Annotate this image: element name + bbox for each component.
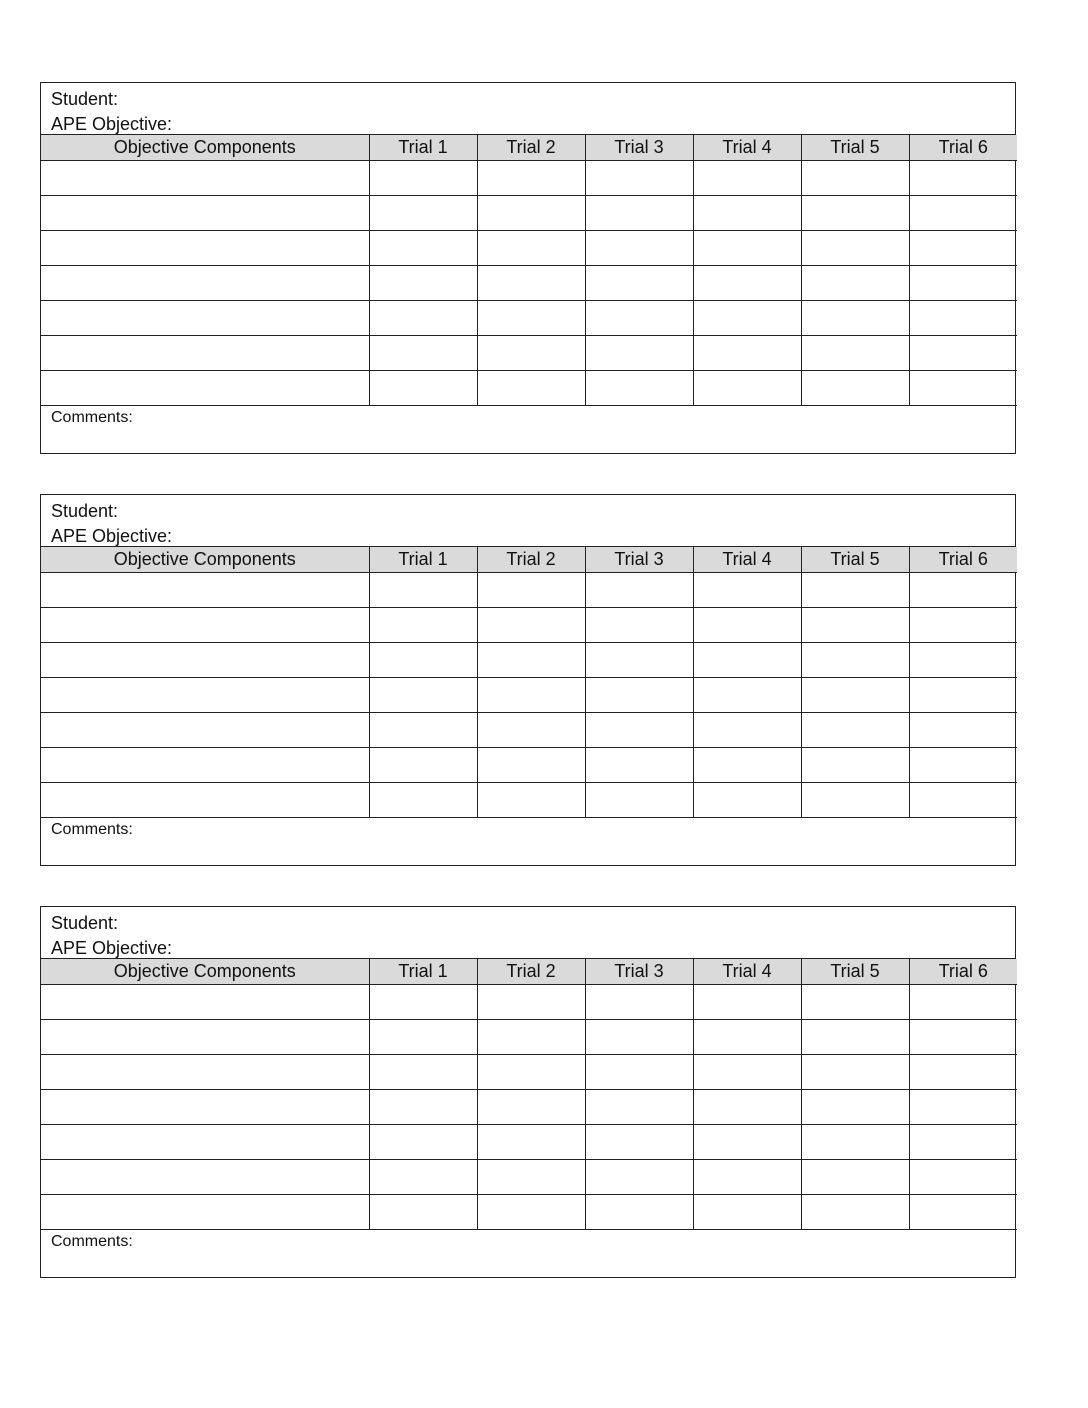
objective-component-cell[interactable]: [41, 266, 369, 301]
student-info-section: [41, 907, 1015, 959]
trial-5-cell[interactable]: [801, 1090, 909, 1125]
trial-2-cell[interactable]: [477, 371, 585, 406]
trial-1-cell[interactable]: [369, 713, 477, 748]
objective-component-cell[interactable]: [41, 748, 369, 783]
trial-5-cell[interactable]: [801, 573, 909, 608]
table-row: [41, 231, 1017, 266]
trial-3-cell[interactable]: [585, 231, 693, 266]
trial-3-cell[interactable]: [585, 608, 693, 643]
trial-3-cell[interactable]: [585, 748, 693, 783]
trial-4-cell[interactable]: [693, 985, 801, 1020]
trial-6-cell[interactable]: [909, 678, 1017, 713]
objective-component-cell[interactable]: [41, 783, 369, 818]
table-row: [41, 643, 1017, 678]
column-header-trial-2: Trial 2: [477, 547, 585, 573]
objective-component-cell[interactable]: [41, 196, 369, 231]
trial-4-cell[interactable]: [693, 1090, 801, 1125]
trial-1-cell[interactable]: [369, 783, 477, 818]
trial-1-cell[interactable]: [369, 1125, 477, 1160]
comments-section[interactable]: [41, 406, 1015, 453]
trial-6-cell[interactable]: [909, 1055, 1017, 1090]
objective-component-cell[interactable]: [41, 336, 369, 371]
trial-2-cell[interactable]: [477, 161, 585, 196]
objective-component-cell[interactable]: [41, 231, 369, 266]
trial-1-cell[interactable]: [369, 608, 477, 643]
trial-6-cell[interactable]: [909, 231, 1017, 266]
trial-4-cell[interactable]: [693, 161, 801, 196]
trial-2-cell[interactable]: [477, 1055, 585, 1090]
trial-5-cell[interactable]: [801, 266, 909, 301]
trial-5-cell[interactable]: [801, 678, 909, 713]
table-header-row: [41, 959, 1017, 985]
objective-component-cell[interactable]: [41, 713, 369, 748]
column-header-trial-4: Trial 4: [693, 547, 801, 573]
trial-4-cell[interactable]: [693, 1160, 801, 1195]
trial-4-cell[interactable]: [693, 608, 801, 643]
trial-6-cell[interactable]: [909, 573, 1017, 608]
trial-4-cell[interactable]: [693, 678, 801, 713]
trial-2-cell[interactable]: [477, 1020, 585, 1055]
trial-6-cell[interactable]: [909, 161, 1017, 196]
trial-3-cell[interactable]: [585, 985, 693, 1020]
table-row: [41, 573, 1017, 608]
table-header-row: [41, 135, 1017, 161]
objective-component-cell[interactable]: [41, 1055, 369, 1090]
trial-2-cell[interactable]: [477, 783, 585, 818]
column-header-trial-2: Trial 2: [477, 959, 585, 985]
trial-2-cell[interactable]: [477, 336, 585, 371]
trial-6-cell[interactable]: [909, 713, 1017, 748]
trial-3-cell[interactable]: [585, 266, 693, 301]
column-header-trial-5: Trial 5: [801, 135, 909, 161]
trial-3-cell[interactable]: [585, 196, 693, 231]
trial-2-cell[interactable]: [477, 1090, 585, 1125]
column-header-trial-3: Trial 3: [585, 135, 693, 161]
trial-4-cell[interactable]: [693, 371, 801, 406]
student-label[interactable]: Student:: [51, 913, 119, 933]
trial-6-cell[interactable]: [909, 1020, 1017, 1055]
trial-3-cell[interactable]: [585, 1055, 693, 1090]
trial-5-cell[interactable]: [801, 985, 909, 1020]
table-row: [41, 1160, 1017, 1195]
trial-2-cell[interactable]: [477, 985, 585, 1020]
table-row: [41, 266, 1017, 301]
data-sheet-3: [40, 906, 1016, 1278]
trial-5-cell[interactable]: [801, 748, 909, 783]
column-header-trial-5: Trial 5: [801, 959, 909, 985]
trial-5-cell[interactable]: [801, 231, 909, 266]
trial-3-cell[interactable]: [585, 678, 693, 713]
trial-2-cell[interactable]: [477, 301, 585, 336]
table-body: [41, 573, 1017, 818]
table-row: [41, 608, 1017, 643]
table-row: [41, 371, 1017, 406]
trial-6-cell[interactable]: [909, 196, 1017, 231]
trial-3-cell[interactable]: [585, 1160, 693, 1195]
column-header-objective-components: Objective Components: [41, 135, 369, 161]
trial-6-cell[interactable]: [909, 783, 1017, 818]
table-row: [41, 1195, 1017, 1230]
trial-1-cell[interactable]: [369, 1160, 477, 1195]
objective-component-cell[interactable]: [41, 1020, 369, 1055]
trial-5-cell[interactable]: [801, 1195, 909, 1230]
trial-5-cell[interactable]: [801, 643, 909, 678]
trial-2-cell[interactable]: [477, 748, 585, 783]
trial-2-cell[interactable]: [477, 196, 585, 231]
comments-section[interactable]: [41, 818, 1015, 865]
trial-5-cell[interactable]: [801, 1125, 909, 1160]
column-header-trial-3: Trial 3: [585, 959, 693, 985]
trial-1-cell[interactable]: [369, 196, 477, 231]
objective-component-cell[interactable]: [41, 1090, 369, 1125]
trial-4-cell[interactable]: [693, 573, 801, 608]
objective-component-cell[interactable]: [41, 161, 369, 196]
comments-label: Comments:: [51, 409, 133, 426]
trial-1-cell[interactable]: [369, 678, 477, 713]
table-row: [41, 1020, 1017, 1055]
trial-4-cell[interactable]: [693, 1020, 801, 1055]
trials-table: [41, 547, 1017, 818]
table-header-row: [41, 547, 1017, 573]
trial-2-cell[interactable]: [477, 1195, 585, 1230]
trial-1-cell[interactable]: [369, 1195, 477, 1230]
trial-3-cell[interactable]: [585, 371, 693, 406]
trials-table: [41, 135, 1017, 406]
trial-3-cell[interactable]: [585, 301, 693, 336]
trial-5-cell[interactable]: [801, 608, 909, 643]
trial-6-cell[interactable]: [909, 371, 1017, 406]
table-row: [41, 196, 1017, 231]
trial-3-cell[interactable]: [585, 713, 693, 748]
trial-2-cell[interactable]: [477, 608, 585, 643]
trial-3-cell[interactable]: [585, 1195, 693, 1230]
table-row: [41, 678, 1017, 713]
table-row: [41, 713, 1017, 748]
trial-1-cell[interactable]: [369, 301, 477, 336]
column-header-trial-1: Trial 1: [369, 547, 477, 573]
trial-2-cell[interactable]: [477, 1125, 585, 1160]
trial-4-cell[interactable]: [693, 266, 801, 301]
trial-4-cell[interactable]: [693, 231, 801, 266]
table-row: [41, 1055, 1017, 1090]
trial-4-cell[interactable]: [693, 301, 801, 336]
trial-5-cell[interactable]: [801, 783, 909, 818]
table-row: [41, 1125, 1017, 1160]
column-header-trial-6: Trial 6: [909, 547, 1017, 573]
trial-1-cell[interactable]: [369, 161, 477, 196]
objective-component-cell[interactable]: [41, 301, 369, 336]
table-row: [41, 1090, 1017, 1125]
trial-6-cell[interactable]: [909, 1090, 1017, 1125]
objective-component-cell[interactable]: [41, 1195, 369, 1230]
trial-3-cell[interactable]: [585, 336, 693, 371]
ape-objective-label[interactable]: APE Objective:: [51, 114, 173, 134]
trial-2-cell[interactable]: [477, 1160, 585, 1195]
column-header-trial-4: Trial 4: [693, 959, 801, 985]
ape-objective-label[interactable]: APE Objective:: [51, 938, 173, 958]
trial-5-cell[interactable]: [801, 371, 909, 406]
trial-2-cell[interactable]: [477, 678, 585, 713]
table-row: [41, 336, 1017, 371]
trial-4-cell[interactable]: [693, 1125, 801, 1160]
objective-component-cell[interactable]: [41, 573, 369, 608]
column-header-trial-6: Trial 6: [909, 135, 1017, 161]
trial-2-cell[interactable]: [477, 713, 585, 748]
comments-label: Comments:: [51, 1233, 133, 1250]
objective-component-cell[interactable]: [41, 643, 369, 678]
trial-3-cell[interactable]: [585, 1125, 693, 1160]
objective-component-cell[interactable]: [41, 608, 369, 643]
ape-objective-label[interactable]: APE Objective:: [51, 526, 173, 546]
trial-5-cell[interactable]: [801, 1160, 909, 1195]
trial-6-cell[interactable]: [909, 1160, 1017, 1195]
trial-1-cell[interactable]: [369, 266, 477, 301]
trial-1-cell[interactable]: [369, 231, 477, 266]
table-row: [41, 985, 1017, 1020]
trial-6-cell[interactable]: [909, 1195, 1017, 1230]
trial-2-cell[interactable]: [477, 643, 585, 678]
comments-section[interactable]: [41, 1230, 1015, 1277]
trial-6-cell[interactable]: [909, 985, 1017, 1020]
column-header-trial-2: Trial 2: [477, 135, 585, 161]
trial-6-cell[interactable]: [909, 1125, 1017, 1160]
objective-component-cell[interactable]: [41, 1125, 369, 1160]
column-header-objective-components: Objective Components: [41, 959, 369, 985]
trial-1-cell[interactable]: [369, 748, 477, 783]
trial-4-cell[interactable]: [693, 643, 801, 678]
trial-1-cell[interactable]: [369, 336, 477, 371]
column-header-objective-components: Objective Components: [41, 547, 369, 573]
trial-4-cell[interactable]: [693, 783, 801, 818]
table-row: [41, 301, 1017, 336]
trial-1-cell[interactable]: [369, 573, 477, 608]
trial-1-cell[interactable]: [369, 1090, 477, 1125]
column-header-trial-3: Trial 3: [585, 547, 693, 573]
trial-4-cell[interactable]: [693, 196, 801, 231]
trial-1-cell[interactable]: [369, 1055, 477, 1090]
trial-3-cell[interactable]: [585, 1090, 693, 1125]
trial-1-cell[interactable]: [369, 985, 477, 1020]
trial-1-cell[interactable]: [369, 371, 477, 406]
trial-2-cell[interactable]: [477, 573, 585, 608]
objective-component-cell[interactable]: [41, 1160, 369, 1195]
trial-2-cell[interactable]: [477, 231, 585, 266]
trial-5-cell[interactable]: [801, 161, 909, 196]
trial-5-cell[interactable]: [801, 301, 909, 336]
trial-5-cell[interactable]: [801, 1055, 909, 1090]
trial-6-cell[interactable]: [909, 643, 1017, 678]
trial-4-cell[interactable]: [693, 713, 801, 748]
trial-4-cell[interactable]: [693, 748, 801, 783]
trial-3-cell[interactable]: [585, 783, 693, 818]
student-info-section: [41, 83, 1015, 135]
table-row: [41, 161, 1017, 196]
trial-1-cell[interactable]: [369, 1020, 477, 1055]
objective-component-cell[interactable]: [41, 371, 369, 406]
objective-component-cell[interactable]: [41, 678, 369, 713]
trial-6-cell[interactable]: [909, 748, 1017, 783]
trial-4-cell[interactable]: [693, 1195, 801, 1230]
trial-5-cell[interactable]: [801, 1020, 909, 1055]
objective-component-cell[interactable]: [41, 985, 369, 1020]
trial-6-cell[interactable]: [909, 336, 1017, 371]
trial-5-cell[interactable]: [801, 336, 909, 371]
trial-2-cell[interactable]: [477, 266, 585, 301]
column-header-trial-1: Trial 1: [369, 135, 477, 161]
trials-table: [41, 959, 1017, 1230]
trial-6-cell[interactable]: [909, 608, 1017, 643]
trial-3-cell[interactable]: [585, 161, 693, 196]
column-header-trial-1: Trial 1: [369, 959, 477, 985]
table-row: [41, 748, 1017, 783]
trial-6-cell[interactable]: [909, 266, 1017, 301]
trial-1-cell[interactable]: [369, 643, 477, 678]
trial-6-cell[interactable]: [909, 301, 1017, 336]
student-label[interactable]: Student:: [51, 89, 119, 109]
column-header-trial-6: Trial 6: [909, 959, 1017, 985]
table-body: [41, 161, 1017, 406]
data-sheet-1: [40, 82, 1016, 454]
trial-3-cell[interactable]: [585, 573, 693, 608]
trial-3-cell[interactable]: [585, 1020, 693, 1055]
data-sheet-2: [40, 494, 1016, 866]
table-body: [41, 985, 1017, 1230]
table-row: [41, 783, 1017, 818]
trial-5-cell[interactable]: [801, 713, 909, 748]
trial-4-cell[interactable]: [693, 1055, 801, 1090]
trial-4-cell[interactable]: [693, 336, 801, 371]
trial-3-cell[interactable]: [585, 643, 693, 678]
student-info-section: [41, 495, 1015, 547]
comments-label: Comments:: [51, 821, 133, 838]
trial-5-cell[interactable]: [801, 196, 909, 231]
column-header-trial-5: Trial 5: [801, 547, 909, 573]
student-label[interactable]: Student:: [51, 501, 119, 521]
column-header-trial-4: Trial 4: [693, 135, 801, 161]
